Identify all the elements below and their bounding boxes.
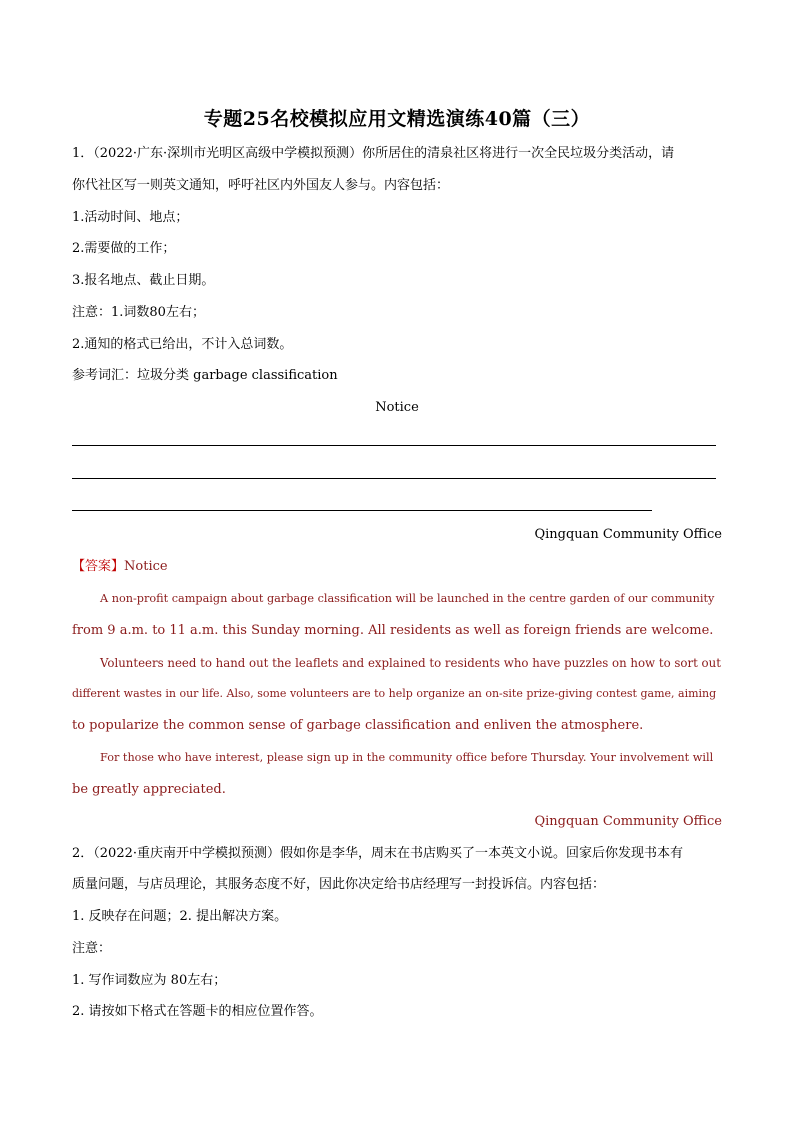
answer-p1-line-1: A non-profit campaign about garbage classification will be launched in the centre garden of our community <box>100 592 715 605</box>
q2-note-1: 1. 写作词数应为 80左右； <box>72 973 227 988</box>
q1-notice-heading: Notice <box>375 400 419 415</box>
answer-p1-line-2: from 9 a.m. to 11 a.m. this Sunday morning. All residents as well as foreign friends are welcome. <box>72 623 714 638</box>
q2-note-2: 2. 请按如下格式在答题卡的相应位置作答。 <box>72 1004 323 1019</box>
answer-blank-line-2 <box>72 478 716 479</box>
q1-note-1: 注意：1.词数80左右； <box>72 305 205 320</box>
q1-vocab: 参考词汇：垃圾分类 garbage classification <box>72 368 338 383</box>
answer-p3-line-2: be greatly appreciated. <box>72 782 226 797</box>
q2-prompt-line-1: 2．（2022·重庆南开中学模拟预测）假如你是李华，周末在书店购买了一本英文小说。回家后你发现书本有 <box>72 846 683 861</box>
q1-signature: Qingquan Community Office <box>534 527 722 542</box>
q1-note-2: 2.通知的格式已给出，不计入总词数。 <box>72 337 293 352</box>
answer-p3-line-1: For those who have interest, please sign up in the community office before Thursday. Your involvement will <box>100 751 714 764</box>
answer-signature: Qingquan Community Office <box>534 814 722 829</box>
answer-heading-line <box>72 559 168 575</box>
q1-prompt-line-2: 你代社区写一则英文通知，呼吁社区内外国友人参与。内容包括： <box>72 178 450 193</box>
answer-blank-line-3 <box>72 510 652 511</box>
answer-p2-line-3: to popularize the common sense of garbage classification and enliven the atmosphere. <box>72 718 644 733</box>
answer-blank-line-1 <box>72 445 716 446</box>
q2-prompt-line-2: 质量问题，与店员理论，其服务态度不好，因此你决定给书店经理写一封投诉信。内容包括： <box>72 877 606 892</box>
answer-p2-line-2: different wastes in our life. Also, some volunteers are to help organize an on-site prize-giving contest game, aiming <box>72 687 717 700</box>
q1-item-1: 1.活动时间、地点； <box>72 210 189 225</box>
q2-items: 1. 反映存在问题；2. 提出解决方案。 <box>72 909 288 924</box>
q1-item-3: 3.报名地点、截止日期。 <box>72 273 215 288</box>
q2-note-label: 注意： <box>72 941 112 956</box>
answer-tag: 【答案】 <box>72 559 125 574</box>
q1-prompt-line-1: 1．（2022·广东·深圳市光明区高级中学模拟预测）你所居住的清泉社区将进行一次全民垃圾分类活动，请 <box>72 146 675 161</box>
answer-p2-line-1: Volunteers need to hand out the leaflets and explained to residents who have puzzles on how to sort out <box>100 656 721 670</box>
page-title: 专题25名校模拟应用文精选演练40篇（三） <box>203 108 591 130</box>
answer-heading: Notice <box>124 559 168 574</box>
q1-item-2: 2.需要做的工作； <box>72 241 176 256</box>
